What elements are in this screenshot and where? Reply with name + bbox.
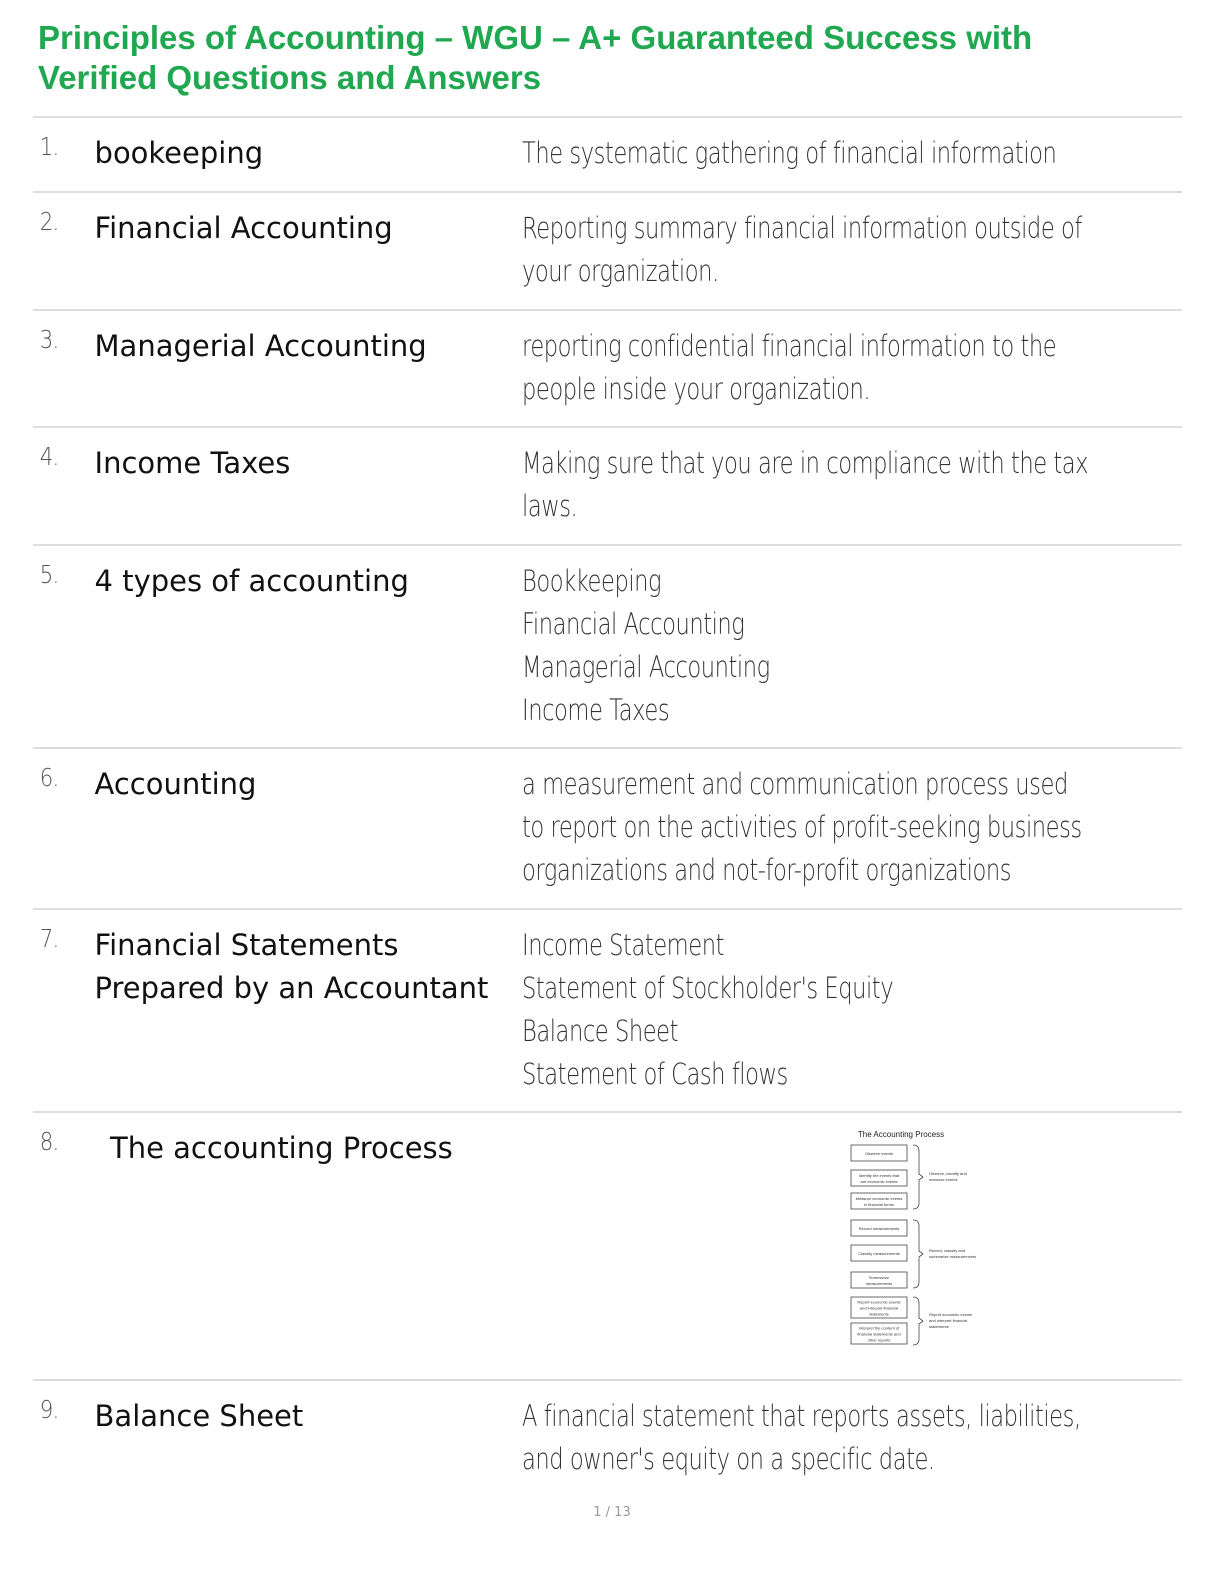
definition-line: Income Taxes — [522, 693, 670, 727]
flashcard-row — [33, 749, 1182, 910]
process-step-label: statements — [869, 1311, 889, 1317]
card-number: 7. — [39, 924, 59, 953]
definition-line: your organization. — [522, 254, 719, 288]
flashcard-row — [33, 1381, 1182, 1501]
card-term: Balance Sheet — [94, 1399, 304, 1433]
card-definition — [522, 193, 1182, 309]
definition-line: Financial Accounting — [522, 607, 745, 641]
card-definition — [522, 749, 1182, 908]
process-step-label: measurements — [865, 1281, 893, 1286]
definition-line: to report on the activities of profit-seeking business — [522, 810, 1082, 844]
title-line-1: Principles of Accounting – WGU – A+ Guaranteed Success with — [38, 19, 1033, 56]
process-group-label: statements — [929, 1324, 949, 1329]
flashcard-row — [33, 1113, 1182, 1381]
card-definition — [661, 1113, 1182, 1379]
definition-line: people inside your organization. — [522, 372, 871, 406]
card-number: 4. — [39, 442, 59, 471]
card-number: 8. — [39, 1127, 59, 1156]
card-definition — [522, 910, 1182, 1111]
process-step-label: other reports — [867, 1337, 891, 1343]
card-term: Accounting — [94, 767, 257, 801]
process-group-label: measure events — [929, 1177, 958, 1182]
card-definition — [522, 1381, 1182, 1501]
definition-line: Managerial Accounting — [522, 650, 770, 684]
process-step-label: Measure economic events — [855, 1196, 903, 1201]
card-number: 3. — [39, 325, 59, 354]
title-line-2: Verified Questions and Answers — [38, 59, 542, 96]
card-term: Managerial Accounting — [94, 329, 427, 363]
card-definition — [522, 118, 1182, 191]
card-term: Financial Statements Prepared by an Accountant — [94, 928, 489, 1005]
definition-line: Bookkeeping — [522, 564, 662, 598]
process-step-label: Interpret the content of — [858, 1325, 900, 1331]
document-title — [38, 18, 1188, 98]
flashcard-list — [33, 116, 1182, 1501]
process-group-label: Record, classify and — [929, 1248, 966, 1253]
process-step-label: Identify the events that — [858, 1173, 900, 1178]
process-step-label: Observe events — [864, 1151, 894, 1156]
card-definition — [522, 428, 1182, 544]
card-number: 1. — [39, 132, 59, 161]
group-brace — [913, 1145, 923, 1209]
flashcard-row — [33, 428, 1182, 546]
figure-title: The Accounting Process — [857, 1130, 945, 1139]
card-term: 4 types of accounting — [94, 564, 409, 598]
card-term: bookeeping — [94, 136, 264, 170]
definition-line: a measurement and communication process used — [522, 767, 1068, 801]
definition-line: A financial statement that reports assets, liabilities, — [522, 1399, 1081, 1433]
card-number: 5. — [39, 560, 59, 589]
definition-line: The systematic gathering of financial information — [522, 136, 1057, 170]
page-number: 1 / 13 — [593, 1505, 631, 1520]
process-step-label: Summarize — [868, 1275, 890, 1280]
process-step-label: Classify measurements — [858, 1251, 900, 1256]
flashcard-row — [33, 311, 1182, 428]
definition-line: Statement of Stockholder's Equity — [522, 971, 894, 1005]
card-definition — [522, 546, 1182, 747]
card-term: Income Taxes — [94, 446, 291, 480]
definition-line: organizations and not-for-profit organizations — [522, 853, 1012, 887]
group-brace — [913, 1220, 923, 1288]
process-step-label: Report economic events — [857, 1299, 901, 1305]
process-step-label: and interpret financial — [859, 1305, 899, 1311]
accounting-process-diagram — [841, 1127, 1021, 1367]
flashcard-row — [33, 118, 1182, 193]
process-group-label: summarize measurements — [929, 1254, 977, 1259]
card-term: Financial Accounting — [94, 211, 393, 245]
definition-line: reporting confidential financial information to the — [522, 329, 1057, 363]
flashcard-row — [33, 546, 1182, 749]
process-step-label: Record measurements — [858, 1226, 900, 1231]
flashcard-row — [33, 193, 1182, 311]
group-brace — [913, 1297, 923, 1345]
definition-line: Statement of Cash flows — [522, 1057, 788, 1091]
process-group-label: and interpret financial — [929, 1318, 968, 1323]
process-step-label: in financial terms — [863, 1202, 895, 1207]
card-number: 2. — [39, 207, 59, 236]
definition-line: and owner's equity on a specific date. — [522, 1442, 935, 1476]
card-term: The accounting Process — [110, 1131, 453, 1165]
card-number: 9. — [39, 1395, 59, 1424]
flashcard-row — [33, 910, 1182, 1113]
process-group-label: Observe, identify and — [929, 1171, 967, 1176]
process-step-label: financial statements and — [857, 1331, 901, 1337]
definition-line: Reporting summary financial information outside of — [522, 211, 1082, 245]
card-number: 6. — [39, 763, 59, 792]
definition-line: laws. — [522, 489, 578, 523]
definition-line: Income Statement — [522, 928, 724, 962]
definition-line: Making sure that you are in compliance with the tax — [522, 446, 1089, 480]
process-step-label: are economic events — [860, 1179, 898, 1184]
process-group-label: Report economic events — [929, 1312, 973, 1317]
definition-line: Balance Sheet — [522, 1014, 679, 1048]
accounting-process-figure — [661, 1113, 1182, 1379]
card-definition — [522, 311, 1182, 426]
